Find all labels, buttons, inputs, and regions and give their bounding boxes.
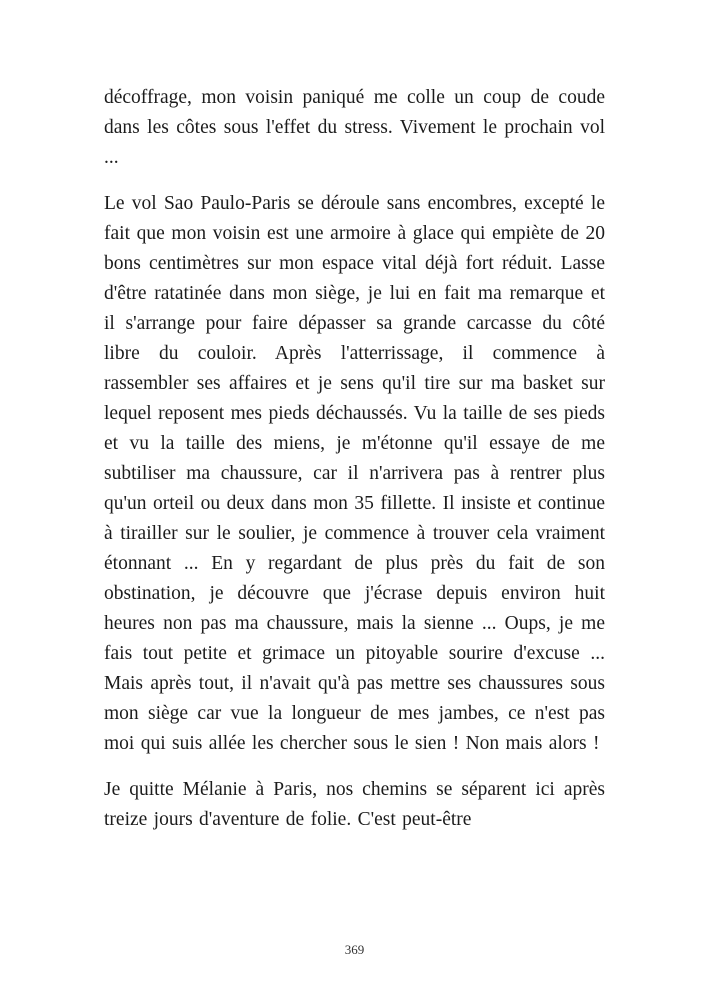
page-number: 369 [344, 942, 365, 957]
page-text-block [104, 83, 605, 835]
paragraph: décoffrage, mon voisin paniqué me colle un coup de coude dans les côtes sous l'effet du stress. Vivement le prochain vol ... [104, 87, 605, 168]
paragraph: Le vol Sao Paulo-Paris se déroule sans encombres, excepté le fait que mon voisin est une armoire à glace qui empiète de 20 bons centimètres sur mon espace vital déjà fort réduit. Lasse d'être ratatinée dans mon siège, je lui en fait ma remarque et il s'arrange pour faire dépasser sa grande carcasse du côté libre du couloir. Après l'atterrissage, il commence à rassembler ses affaires et je sens qu'il tire sur ma basket sur lequel reposent mes pieds déchaussés. Vu la taille de ses pieds et vu la taille des miens, je m'étonne qu'il essaye de me subtiliser ma chaussure, car il n'arrivera pas à rentrer plus qu'un orteil ou deux dans mon 35 fillette. Il insiste et continue à tirailler sur le soulier, je commence à trouver cela vraiment étonnant ... En y regardant de plus près du fait de son obstination, je découvre que j'écrase depuis environ huit heures non pas ma chaussure, mais la sienne ... Oups, je me fais tout petite et grimace un pitoyable sourire d'excuse ... Mais après tout, il n'avait qu'à pas mettre ses chaussures sous mon siège car vue la longueur de mes jambes, ce n'est pas moi qui suis allée les chercher sous le sien ! Non mais alors ! [104, 193, 605, 754]
paragraph: Je quitte Mélanie à Paris, nos chemins se séparent ici après treize jours d'aventure de folie. C'est peut-être [104, 779, 605, 830]
